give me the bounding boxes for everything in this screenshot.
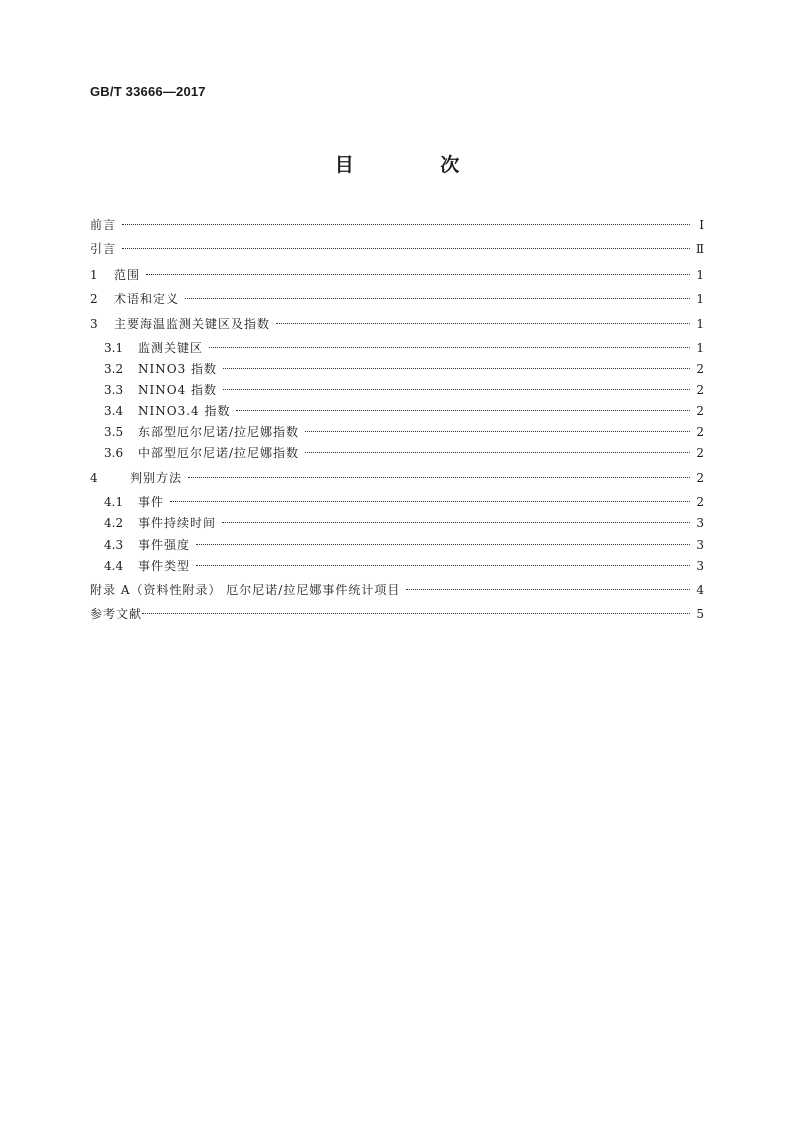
dot-leader <box>223 389 690 390</box>
toc-entry-page: 5 <box>696 607 704 621</box>
toc-entry-number: 3.1 <box>104 341 124 355</box>
toc-entry-number: 3.6 <box>104 446 124 460</box>
toc-entry-number: 4.1 <box>104 495 124 509</box>
toc-entry-label: 术语和定义 <box>114 292 180 306</box>
toc-entry-label: 监测关键区 <box>138 341 204 355</box>
toc-entry-page: 1 <box>696 268 704 282</box>
toc-entry-page: 1 <box>696 292 704 306</box>
toc-entry-1[interactable] <box>90 265 704 285</box>
toc-entry-label: 主要海温监测关键区及指数 <box>114 317 271 331</box>
dot-leader <box>196 565 690 566</box>
dot-leader <box>185 298 690 299</box>
toc-entry-4[interactable] <box>90 468 704 488</box>
toc-entry-page: 1 <box>696 317 704 331</box>
toc-entry-3-5[interactable] <box>90 422 704 442</box>
toc-entry-3-3[interactable] <box>90 380 704 400</box>
toc-entry-page: 3 <box>696 516 704 530</box>
dot-leader <box>406 589 690 590</box>
dot-leader <box>122 224 690 225</box>
toc-entry-number: 3.4 <box>104 404 124 418</box>
toc-entry-introduction[interactable] <box>90 239 704 259</box>
toc-entry-page: 3 <box>696 538 704 552</box>
toc-entry-page: 2 <box>696 362 704 376</box>
toc-entry-number: 1 <box>90 268 98 282</box>
dot-leader <box>236 410 690 411</box>
toc-entry-4-2[interactable] <box>90 513 704 533</box>
toc-entry-page: 2 <box>696 383 704 397</box>
toc-entry-4-3[interactable] <box>90 535 704 555</box>
toc-entry-number: 3.5 <box>104 425 124 439</box>
toc-entry-page: 2 <box>696 446 704 460</box>
toc-entry-3-4[interactable] <box>90 401 704 421</box>
toc-entry-page: 2 <box>696 495 704 509</box>
toc-entry-number: 4.3 <box>104 538 124 552</box>
toc-entry-label: 判别方法 <box>130 471 183 485</box>
toc-entry-page: 4 <box>696 583 704 597</box>
toc-entry-3[interactable] <box>90 314 704 334</box>
dot-leader <box>222 522 690 523</box>
toc-entry-3-1[interactable] <box>90 338 704 358</box>
toc-entry-page: 1 <box>696 341 704 355</box>
toc-entry-number: 4.4 <box>104 559 124 573</box>
toc-entry-number: 3 <box>90 317 98 331</box>
dot-leader <box>146 274 690 275</box>
toc-entry-3-6[interactable] <box>90 443 704 463</box>
dot-leader <box>276 323 690 324</box>
toc-entry-page: Ⅰ <box>699 218 704 232</box>
dot-leader <box>223 368 690 369</box>
toc-entry-page: 2 <box>696 425 704 439</box>
toc-entry-label: 事件强度 <box>138 538 191 552</box>
toc-entry-number: 3.3 <box>104 383 124 397</box>
dot-leader <box>305 431 690 432</box>
toc-entry-label: 东部型厄尔尼诺/拉尼娜指数 <box>138 425 300 439</box>
toc-entry-appendix-a[interactable] <box>90 580 704 600</box>
toc-entry-foreword[interactable] <box>90 215 704 235</box>
dot-leader <box>196 544 690 545</box>
dot-leader <box>142 613 690 614</box>
toc-entry-label: 前言 <box>90 218 117 232</box>
toc-entry-number: 3.2 <box>104 362 124 376</box>
dot-leader <box>188 477 690 478</box>
toc-entry-label: 附录 A（资料性附录） 厄尔尼诺/拉尼娜事件统计项目 <box>90 583 401 597</box>
toc-entry-label: 引言 <box>90 242 117 256</box>
toc-entry-2[interactable] <box>90 289 704 309</box>
toc-entry-label: 中部型厄尔尼诺/拉尼娜指数 <box>138 446 300 460</box>
dot-leader <box>305 452 690 453</box>
standard-number: GB/T 33666—2017 <box>90 84 206 99</box>
toc-entry-label: 事件类型 <box>138 559 191 573</box>
dot-leader <box>209 347 690 348</box>
toc-entry-3-2[interactable] <box>90 359 704 379</box>
toc-entry-label: 参考文献 <box>90 607 143 621</box>
toc-entry-page: 2 <box>696 471 704 485</box>
toc-entry-number: 4.2 <box>104 516 124 530</box>
toc-entry-label: NINO4 指数 <box>138 383 218 397</box>
toc-entry-page: 3 <box>696 559 704 573</box>
toc-entry-page: Ⅱ <box>695 242 704 256</box>
toc-entry-label: 事件 <box>138 495 165 509</box>
toc-entry-number: 4 <box>90 471 98 485</box>
toc-entry-label: 事件持续时间 <box>138 516 217 530</box>
toc-entry-page: 2 <box>696 404 704 418</box>
toc-entry-4-1[interactable] <box>90 492 704 512</box>
toc-entry-number: 2 <box>90 292 98 306</box>
page-title: 目 次 <box>334 154 500 176</box>
dot-leader <box>170 501 690 502</box>
toc-entry-label: 范围 <box>114 268 141 282</box>
toc-entry-references[interactable] <box>90 604 704 624</box>
toc-entry-label: NINO3 指数 <box>138 362 218 376</box>
dot-leader <box>122 248 690 249</box>
toc-entry-label: NINO3.4 指数 <box>138 404 231 418</box>
toc-entry-4-4[interactable] <box>90 556 704 576</box>
